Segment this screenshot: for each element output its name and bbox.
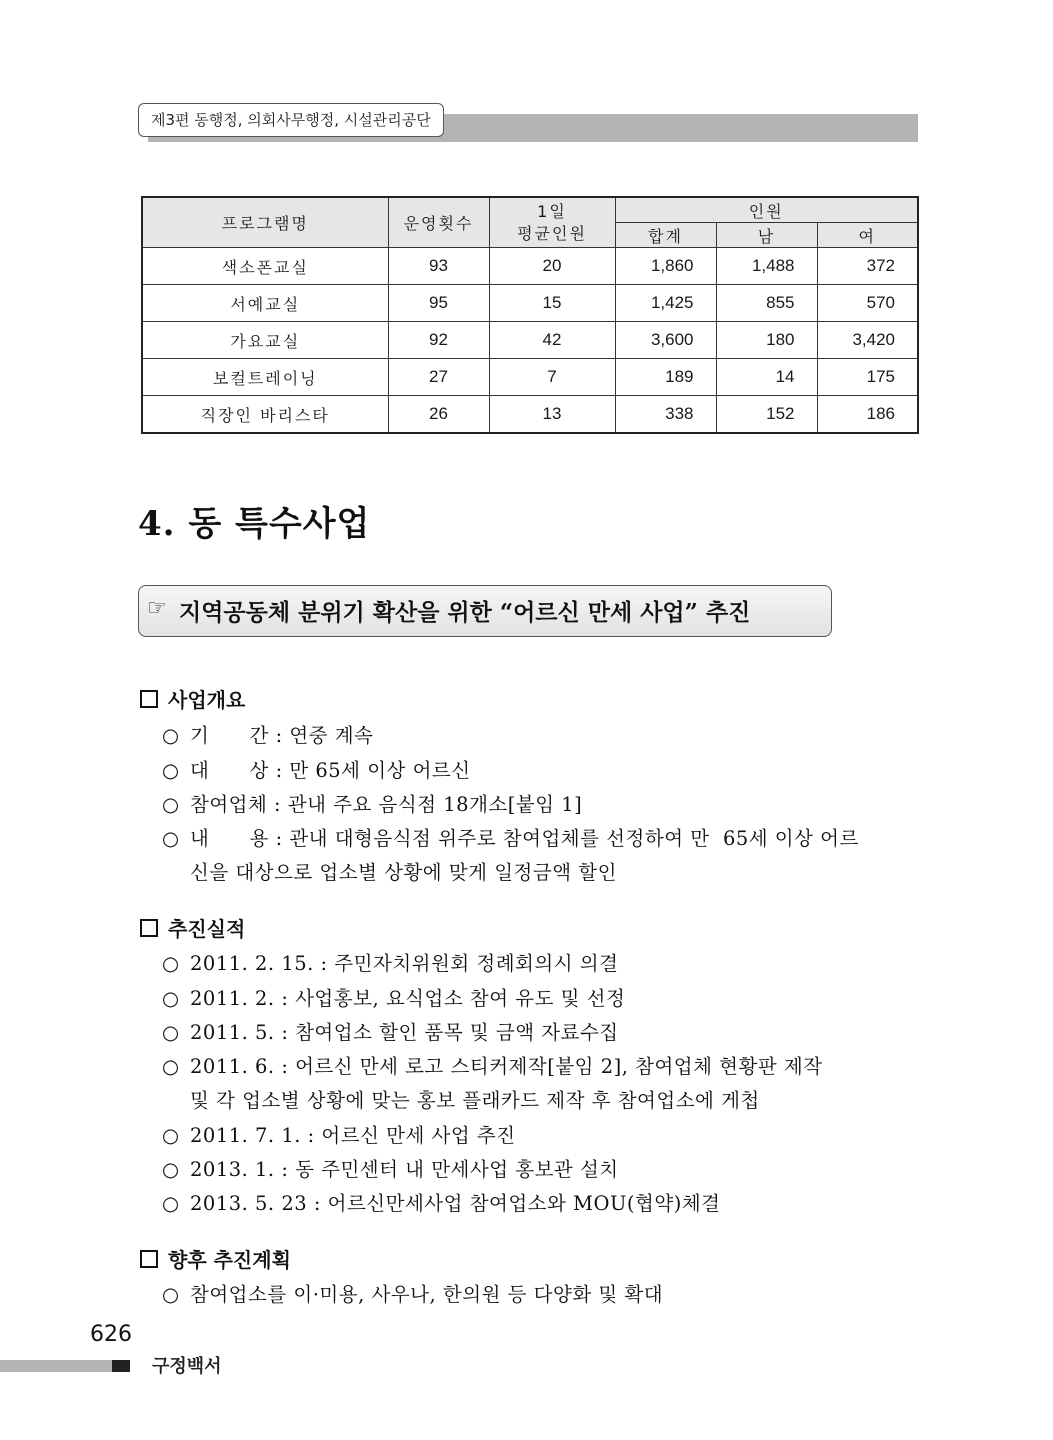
header-program: 프로그램명 bbox=[142, 197, 388, 248]
list-item-text: 2013. 5. 23 : 어르신만세사업 참여업소와 MOU(협약)체결 bbox=[190, 1192, 721, 1215]
cell-male: 855 bbox=[716, 285, 817, 322]
checkbox-square-icon bbox=[140, 919, 158, 937]
list-item bbox=[162, 755, 471, 783]
list-item-continuation: 및 각 업소별 상황에 맞는 홍보 플래카드 제작 후 참여업소에 게첩 bbox=[190, 1089, 760, 1112]
program-stats-table bbox=[141, 196, 919, 434]
cell-daily: 13 bbox=[489, 396, 615, 434]
header-male: 남 bbox=[716, 223, 817, 248]
cell-daily: 20 bbox=[489, 248, 615, 285]
callout-box bbox=[138, 585, 832, 637]
circle-bullet-icon: ○ bbox=[162, 724, 180, 747]
table-row bbox=[142, 285, 918, 322]
list-item bbox=[162, 1017, 619, 1045]
list-item bbox=[162, 1051, 823, 1079]
header-daily-average bbox=[489, 197, 615, 248]
cell-program: 색소폰교실 bbox=[142, 248, 388, 285]
circle-bullet-icon: ○ bbox=[162, 952, 180, 975]
cell-male: 180 bbox=[716, 322, 817, 359]
circle-bullet-icon: ○ bbox=[162, 1055, 180, 1078]
list-item-text: 2011. 5. : 참여업소 할인 품목 및 금액 자료수집 bbox=[190, 1021, 619, 1044]
overview-heading bbox=[140, 684, 245, 713]
header-daily-line2: 평균인원 bbox=[517, 223, 587, 243]
list-item-text: 2013. 1. : 동 주민센터 내 만세사업 홍보관 설치 bbox=[190, 1158, 619, 1181]
circle-bullet-icon: ○ bbox=[162, 1283, 180, 1306]
list-item bbox=[162, 1188, 721, 1216]
cell-daily: 7 bbox=[489, 359, 615, 396]
circle-bullet-icon: ○ bbox=[162, 987, 180, 1010]
plan-heading-label: 향후 추진계획 bbox=[168, 1248, 291, 1272]
circle-bullet-icon: ○ bbox=[162, 759, 180, 782]
cell-female: 175 bbox=[817, 359, 918, 396]
circle-bullet-icon: ○ bbox=[162, 1158, 180, 1181]
cell-total: 338 bbox=[615, 396, 716, 434]
cell-sessions: 27 bbox=[388, 359, 489, 396]
results-heading-label: 추진실적 bbox=[168, 917, 246, 941]
pointing-hand-icon: ☞ bbox=[147, 596, 167, 621]
list-item-text: 2011. 2. : 사업홍보, 요식업소 참여 유도 및 선정 bbox=[190, 987, 626, 1010]
table-row bbox=[142, 359, 918, 396]
list-item bbox=[162, 948, 618, 976]
footer-square bbox=[112, 1360, 130, 1372]
list-item bbox=[162, 823, 859, 851]
list-item bbox=[162, 720, 373, 748]
cell-daily: 15 bbox=[489, 285, 615, 322]
cell-total: 3,600 bbox=[615, 322, 716, 359]
checkbox-square-icon bbox=[140, 1250, 158, 1268]
list-item-text: 참여업소를 이·미용, 사우나, 한의원 등 다양화 및 확대 bbox=[190, 1283, 664, 1306]
plan-heading bbox=[140, 1244, 291, 1273]
cell-female: 372 bbox=[817, 248, 918, 285]
cell-program: 서예교실 bbox=[142, 285, 388, 322]
list-item-text: 내 용 : 관내 대형음식점 위주로 참여업체를 선정하여 만 65세 이상 어르 bbox=[190, 827, 859, 850]
circle-bullet-icon: ○ bbox=[162, 1021, 180, 1044]
list-item-text: 참여업체 : 관내 주요 음식점 18개소[붙임 1] bbox=[190, 793, 583, 816]
cell-male: 14 bbox=[716, 359, 817, 396]
cell-sessions: 95 bbox=[388, 285, 489, 322]
cell-male: 152 bbox=[716, 396, 817, 434]
list-item-text: 2011. 6. : 어르신 만세 로고 스티커제작[붙임 2], 참여업체 현황판 제작 bbox=[190, 1055, 823, 1078]
circle-bullet-icon: ○ bbox=[162, 793, 180, 816]
table-row bbox=[142, 322, 918, 359]
list-item bbox=[162, 1279, 663, 1307]
cell-total: 189 bbox=[615, 359, 716, 396]
cell-female: 3,420 bbox=[817, 322, 918, 359]
circle-bullet-icon: ○ bbox=[162, 1124, 180, 1147]
cell-total: 1,425 bbox=[615, 285, 716, 322]
list-item bbox=[162, 983, 625, 1011]
cell-program: 직장인 바리스타 bbox=[142, 396, 388, 434]
cell-sessions: 26 bbox=[388, 396, 489, 434]
book-title: 구정백서 bbox=[152, 1356, 222, 1377]
cell-female: 186 bbox=[817, 396, 918, 434]
header-people: 인원 bbox=[615, 197, 918, 223]
list-item bbox=[162, 1120, 516, 1148]
circle-bullet-icon: ○ bbox=[162, 1192, 180, 1215]
list-item-text: 대 상 : 만 65세 이상 어르신 bbox=[190, 759, 471, 782]
footer-bar bbox=[0, 1360, 112, 1372]
cell-total: 1,860 bbox=[615, 248, 716, 285]
cell-program: 보컬트레이닝 bbox=[142, 359, 388, 396]
checkbox-square-icon bbox=[140, 690, 158, 708]
cell-female: 570 bbox=[817, 285, 918, 322]
header-daily-line1: 1일 bbox=[537, 201, 567, 221]
results-heading bbox=[140, 913, 245, 942]
table-row bbox=[142, 396, 918, 434]
chapter-label: 제3편 동행정, 의회사무행정, 시설관리공단 bbox=[138, 103, 444, 137]
list-item bbox=[162, 789, 582, 817]
circle-bullet-icon: ○ bbox=[162, 827, 180, 850]
overview-heading-label: 사업개요 bbox=[168, 688, 246, 712]
header-female: 여 bbox=[817, 223, 918, 248]
cell-sessions: 93 bbox=[388, 248, 489, 285]
list-item bbox=[162, 1154, 619, 1182]
table-row bbox=[142, 248, 918, 285]
callout-text: 지역공동체 분위기 확산을 위한 “어르신 만세 사업” 추진 bbox=[179, 599, 751, 626]
cell-sessions: 92 bbox=[388, 322, 489, 359]
section-title: 4. 동 특수사업 bbox=[138, 504, 371, 544]
cell-program: 가요교실 bbox=[142, 322, 388, 359]
header-total: 합계 bbox=[615, 223, 716, 248]
list-item-text: 2011. 7. 1. : 어르신 만세 사업 추진 bbox=[190, 1124, 516, 1147]
cell-daily: 42 bbox=[489, 322, 615, 359]
list-item-text: 기 간 : 연중 계속 bbox=[190, 724, 374, 747]
page-number: 626 bbox=[90, 1322, 132, 1347]
cell-male: 1,488 bbox=[716, 248, 817, 285]
list-item-text: 2011. 2. 15. : 주민자치위원회 정례회의시 의결 bbox=[190, 952, 619, 975]
list-item-continuation: 신을 대상으로 업소별 상황에 맞게 일정금액 할인 bbox=[190, 861, 617, 884]
header-sessions: 운영횟수 bbox=[388, 197, 489, 248]
